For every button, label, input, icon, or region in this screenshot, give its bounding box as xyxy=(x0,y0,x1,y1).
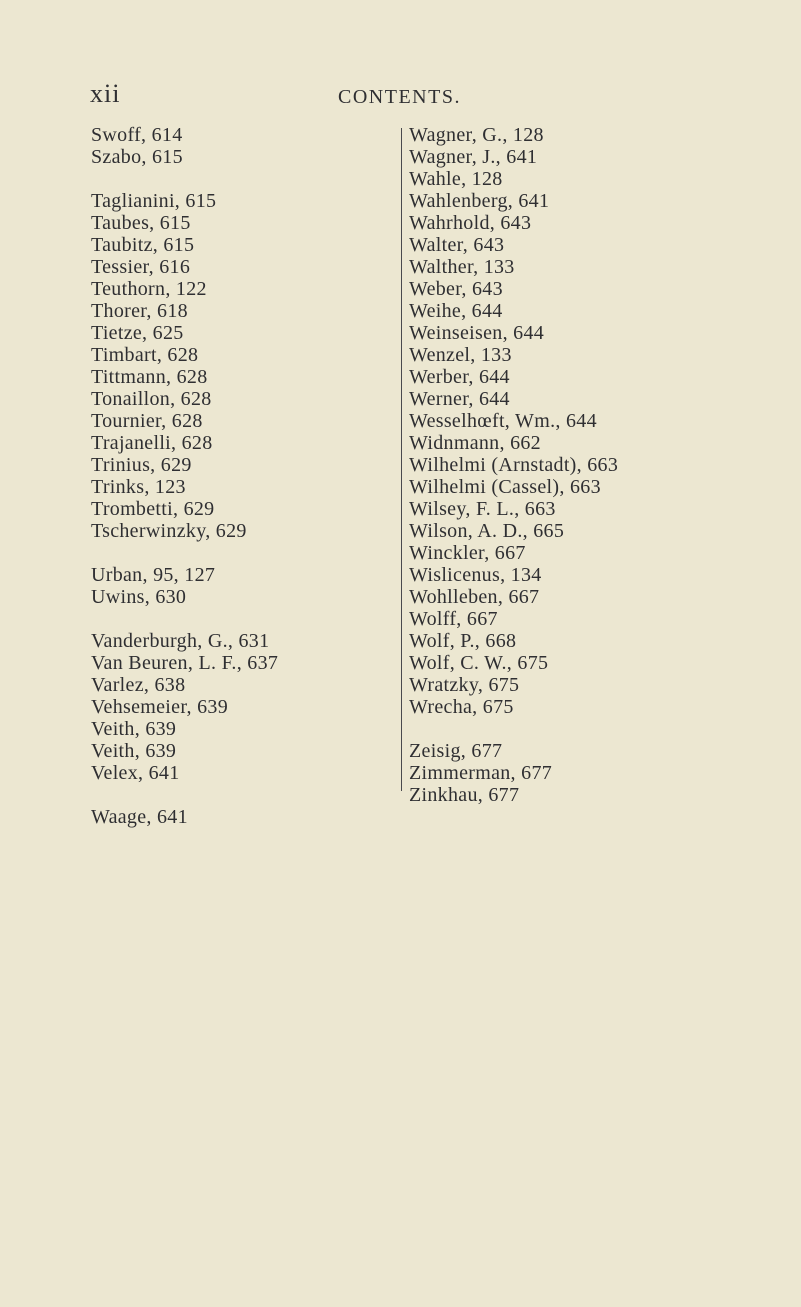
index-entry: Tessier, 616 xyxy=(91,256,191,278)
index-entry: Waage, 641 xyxy=(91,806,188,828)
index-entry: Taubes, 615 xyxy=(91,212,191,234)
letter-gap xyxy=(91,168,391,190)
page-number: xii xyxy=(90,79,121,108)
column-divider xyxy=(401,128,402,791)
index-entry: Wolf, C. W., 675 xyxy=(409,652,549,674)
index-column-right xyxy=(409,124,789,806)
index-entry: Wagner, G., 128 xyxy=(409,124,544,146)
index-entry: Tscherwinzky, 629 xyxy=(91,520,247,542)
index-entry: Van Beuren, L. F., 637 xyxy=(91,652,279,674)
index-entry: Walter, 643 xyxy=(409,234,505,256)
index-entry: Widnmann, 662 xyxy=(409,432,541,454)
index-entry: Wislicenus, 134 xyxy=(409,564,542,586)
index-entry: Werner, 644 xyxy=(409,388,510,410)
index-entry: Weihe, 644 xyxy=(409,300,503,322)
index-entry: Trinks, 123 xyxy=(91,476,186,498)
index-entry: Wilson, A. D., 665 xyxy=(409,520,565,542)
index-entry: Timbart, 628 xyxy=(91,344,199,366)
index-entry: Wahrhold, 643 xyxy=(409,212,532,234)
running-head: CONTENTS. xyxy=(338,86,461,108)
index-entry: Szabo, 615 xyxy=(91,146,183,168)
index-entry: Varlez, 638 xyxy=(91,674,186,696)
index-entry: Zinkhau, 677 xyxy=(409,784,520,806)
index-entry: Zeisig, 677 xyxy=(409,740,503,762)
index-entry: Zimmerman, 677 xyxy=(409,762,553,784)
index-entry: Wesselhœft, Wm., 644 xyxy=(409,410,597,432)
index-entry: Vehsemeier, 639 xyxy=(91,696,228,718)
index-entry: Wolff, 667 xyxy=(409,608,498,630)
index-entry: Tietze, 625 xyxy=(91,322,184,344)
index-entry: Tittmann, 628 xyxy=(91,366,208,388)
index-entry: Wohlleben, 667 xyxy=(409,586,540,608)
index-entry: Weinseisen, 644 xyxy=(409,322,545,344)
index-column-left xyxy=(91,124,391,828)
letter-gap xyxy=(91,608,391,630)
index-entry: Velex, 641 xyxy=(91,762,180,784)
index-entry: Wolf, P., 668 xyxy=(409,630,517,652)
index-entry: Wratzky, 675 xyxy=(409,674,520,696)
index-entry: Walther, 133 xyxy=(409,256,515,278)
index-entry: Wagner, J., 641 xyxy=(409,146,538,168)
index-entry: Trombetti, 629 xyxy=(91,498,215,520)
index-entry: Wilhelmi (Arnstadt), 663 xyxy=(409,454,619,476)
index-entry: Trajanelli, 628 xyxy=(91,432,213,454)
index-entry: Swoff, 614 xyxy=(91,124,183,146)
index-entry: Teuthorn, 122 xyxy=(91,278,207,300)
index-entry: Taglianini, 615 xyxy=(91,190,217,212)
letter-gap xyxy=(91,542,391,564)
index-entry: Winckler, 667 xyxy=(409,542,526,564)
index-entry: Veith, 639 xyxy=(91,718,177,740)
index-entry: Wilsey, F. L., 663 xyxy=(409,498,556,520)
index-entry: Urban, 95, 127 xyxy=(91,564,216,586)
letter-gap xyxy=(409,718,789,740)
index-entry: Wilhelmi (Cassel), 663 xyxy=(409,476,601,498)
index-entry: Vanderburgh, G., 631 xyxy=(91,630,270,652)
index-entry: Veith, 639 xyxy=(91,740,177,762)
index-entry: Wrecha, 675 xyxy=(409,696,514,718)
index-entry: Weber, 643 xyxy=(409,278,503,300)
index-entry: Tournier, 628 xyxy=(91,410,203,432)
index-entry: Wahlenberg, 641 xyxy=(409,190,550,212)
index-entry: Trinius, 629 xyxy=(91,454,192,476)
index-entry: Taubitz, 615 xyxy=(91,234,195,256)
index-entry: Werber, 644 xyxy=(409,366,510,388)
index-entry: Thorer, 618 xyxy=(91,300,188,322)
index-entry: Tonaillon, 628 xyxy=(91,388,212,410)
index-entry: Wenzel, 133 xyxy=(409,344,512,366)
letter-gap xyxy=(91,784,391,806)
index-entry: Uwins, 630 xyxy=(91,586,187,608)
index-entry: Wahle, 128 xyxy=(409,168,503,190)
